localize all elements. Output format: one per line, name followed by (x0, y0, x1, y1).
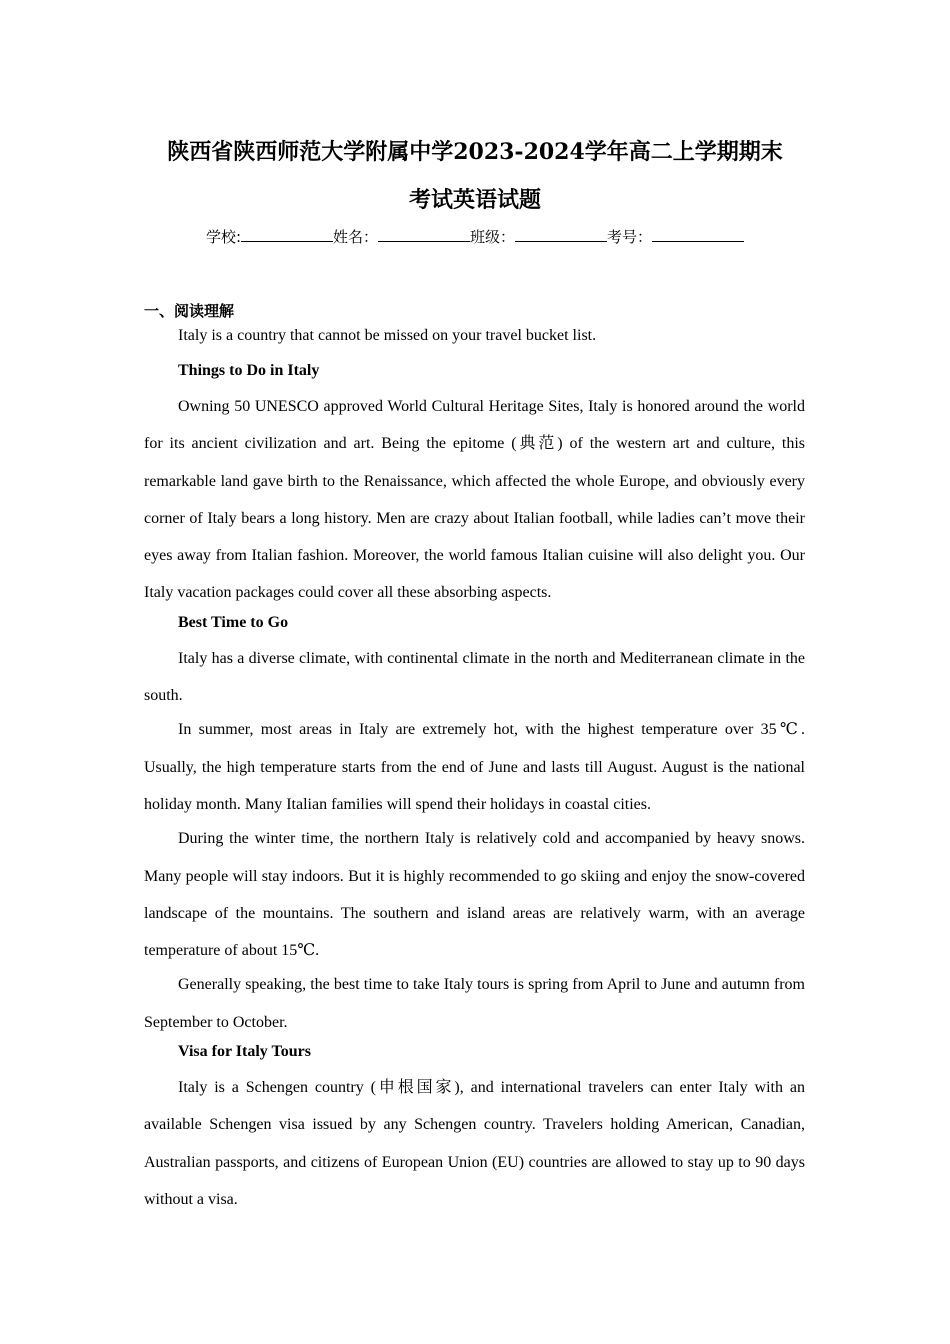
subsection-heading: Best Time to Go (178, 613, 289, 631)
passage-paragraph: Italy is a Schengen country (申根国家), and international travelers can enter Italy with an available Schengen visa issued by any Schengen country. Travelers holding American, Canadian, Australian passports, and citizens of European Union (EU) countries are allowed to stay up to 90 days without a visa. (144, 1079, 805, 1208)
passage-paragraph: In summer, most areas in Italy are extremely hot, with the highest temperature over 35℃. Usually, the high temperature starts from the end of June and lasts till August. August is the national holiday month. Many Italian families will spend their holidays in coastal cities. (144, 721, 805, 813)
exam-title-line-1: 陕西省陕西师范大学附属中学2023-2024学年高二上学期期末 (167, 139, 783, 165)
class-blank[interactable] (515, 226, 607, 242)
passage-paragraph: Italy has a diverse climate, with continental climate in the north and Mediterranean climate in the south. (144, 649, 805, 705)
class-label: 班级： (470, 228, 516, 246)
number-blank[interactable] (652, 226, 744, 242)
number-label: 考号： (607, 228, 653, 246)
name-label: 姓名： (333, 228, 379, 246)
subsection-heading: Things to Do in Italy (178, 362, 320, 379)
section-heading: 一、阅读理解 (144, 302, 235, 320)
passage-paragraph: Generally speaking, the best time to take Italy tours is spring from April to June and autumn from September to October. (144, 976, 805, 1031)
passage-intro: Italy is a country that cannot be missed on your travel bucket list. (178, 327, 597, 344)
school-blank[interactable] (241, 226, 333, 242)
name-blank[interactable] (378, 226, 470, 242)
school-label: 学校: (205, 228, 241, 246)
passage-paragraph: During the winter time, the northern Italy is relatively cold and accompanied by heavy snows. Many people will stay indoors. But it is highly recommended to go skiing and enjoy the snow-covered landscape of the mountains. The southern and island areas are relatively warm, with an average temperature of about 15℃. (144, 830, 805, 960)
student-info-fields (0, 226, 950, 248)
subsection-heading: Visa for Italy Tours (178, 1043, 311, 1061)
passage-paragraph: Owning 50 UNESCO approved World Cultural Heritage Sites, Italy is honored around the world for its ancient civilization and art. Being the epitome (典范) of the western art and culture, this remarkable land gave birth to the Renaissance, which affected the whole Europe, and obviously every corner of Italy bears a long history. Men are crazy about Italian football, while ladies can’t move their eyes away from Italian fashion. Moreover, the world famous Italian cuisine will also delight you. Our Italy vacation packages could cover all these absorbing aspects. (144, 398, 805, 602)
reading-passage (144, 322, 805, 1218)
exam-title-line-2: 考试英语试题 (408, 187, 541, 213)
